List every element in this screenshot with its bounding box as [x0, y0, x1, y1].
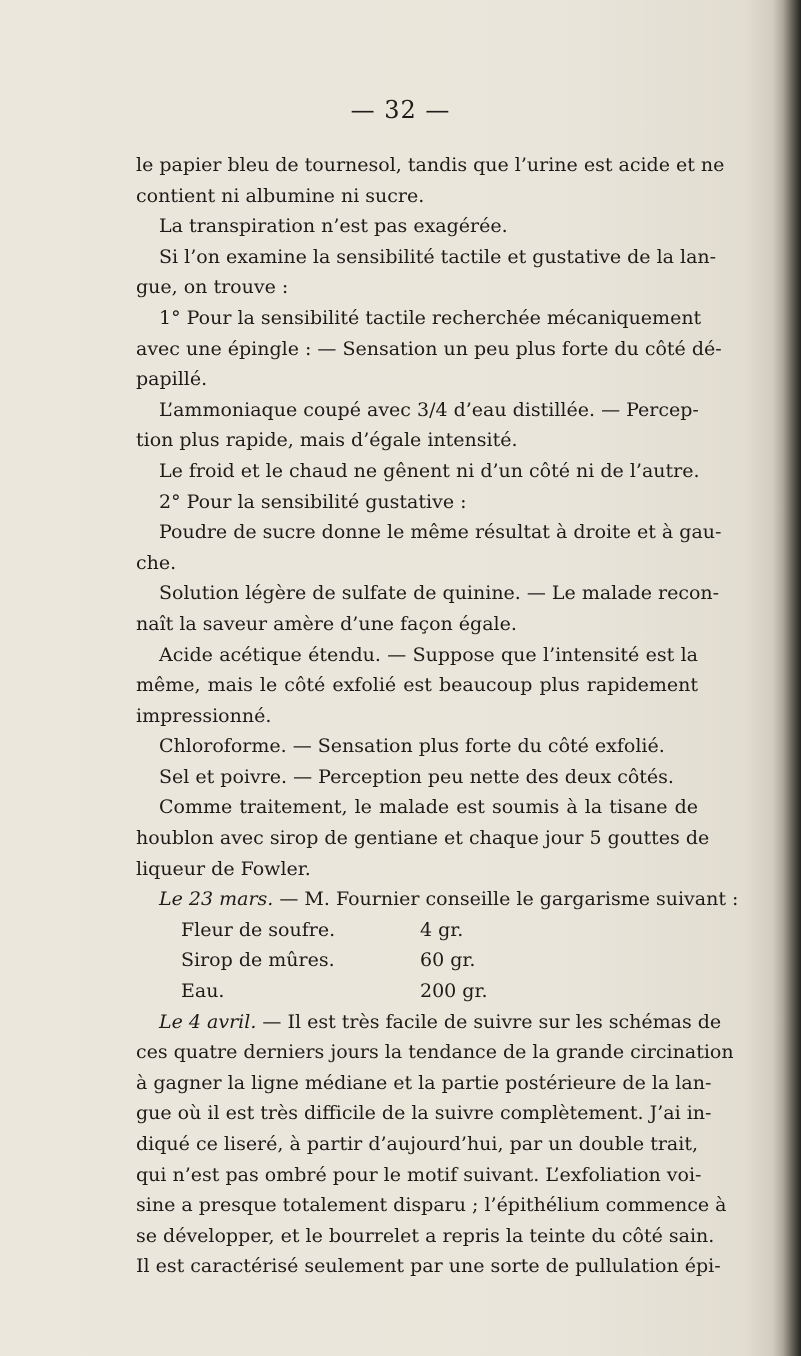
text-line: diqué ce liseré, à partir d’aujourd’hui, par un double trait,: [136, 1133, 698, 1155]
text-line: papillé.: [136, 368, 208, 391]
april-entry-text: — Il est très facile de suivre sur les schémas de: [256, 1010, 722, 1033]
text-line: Sel et poivre. — Perception peu nette des deux côtés.: [159, 765, 674, 788]
text-line: Il est caractérisé seulement par une sorte de pullulation épi-: [136, 1255, 721, 1278]
text-line: gue où il est très difficile de la suivre complètement. J’ai in-: [136, 1102, 712, 1125]
text-line: 2° Pour la sensibilité gustative :: [159, 490, 467, 513]
text-line: le papier bleu de tournesol, tandis que l’urine est acide et ne: [136, 154, 725, 176]
paragraphs-before: [136, 150, 725, 884]
text-line: sine a presque totalement disparu ; l’épithélium commence à: [136, 1194, 727, 1217]
recipe-ingredient: Fleur de soufre.: [181, 918, 336, 941]
text-line: contient ni albumine ni sucre.: [136, 184, 425, 207]
text-line: Chloroforme. — Sensation plus forte du côté exfolié.: [159, 735, 665, 758]
text-line: Solution légère de sulfate de quinine. — Le malade recon-: [159, 582, 720, 605]
text-line: à gagner la ligne médiane et la partie postérieure de la lan-: [136, 1071, 712, 1094]
text-line: Poudre de sucre donne le même résultat à droite et à gau-: [159, 521, 722, 544]
recipe-quantity: 200 gr.: [420, 980, 488, 1003]
recipe-ingredient: Sirop de mûres.: [181, 949, 335, 972]
text-line: houblon avec sirop de gentiane et chaque jour 5 gouttes de: [136, 827, 710, 850]
text-line: Comme traitement, le malade est soumis à la tisane de: [159, 796, 698, 819]
page-number: — 32 —: [350, 96, 451, 124]
text-line: ces quatre derniers jours la tendance de la grande circination: [136, 1041, 734, 1064]
text-line: L’ammoniaque coupé avec 3/4 d’eau distillée. — Percep-: [159, 398, 699, 421]
body-text: [136, 150, 739, 1282]
april-entry-line: [136, 1007, 722, 1038]
text-line: avec une épingle : — Sensation un peu plus forte du côté dé-: [136, 337, 722, 360]
recipe-item: [136, 915, 698, 946]
text-line: 1° Pour la sensibilité tactile recherchée mécaniquement: [159, 306, 702, 329]
book-binding-shadow: [773, 0, 801, 1356]
recipe-list: [136, 915, 698, 1007]
text-line: gue, on trouve :: [136, 276, 289, 299]
text-line: che.: [136, 551, 177, 574]
text-line: tion plus rapide, mais d’égale intensité.: [136, 429, 518, 452]
recipe-item: [136, 945, 698, 976]
march-entry-date: Le 23 mars.: [159, 888, 274, 911]
march-entry-text: — M. Fournier conseille le gargarisme suivant :: [273, 888, 739, 911]
paragraphs-after: [136, 1037, 734, 1282]
text-line: impressionné.: [136, 704, 272, 727]
text-line: se développer, et le bourrelet a repris la teinte du côté sain.: [136, 1224, 715, 1247]
recipe-ingredient: Eau.: [181, 980, 225, 1003]
recipe-quantity: 60 gr.: [420, 949, 476, 972]
text-line: La transpiration n’est pas exagérée.: [159, 215, 508, 238]
recipe-quantity: 4 gr.: [420, 918, 464, 941]
text-line: qui n’est pas ombré pour le motif suivant. L’exfoliation voi-: [136, 1163, 702, 1186]
recipe-item: [136, 976, 698, 1007]
text-line: Acide acétique étendu. — Suppose que l’intensité est la: [159, 643, 698, 666]
march-entry-line: [136, 884, 739, 915]
text-line: même, mais le côté exfolié est beaucoup plus rapidement: [136, 674, 698, 697]
text-line: liqueur de Fowler.: [136, 857, 311, 880]
april-entry-date: Le 4 avril.: [159, 1010, 257, 1033]
text-line: Le froid et le chaud ne gênent ni d’un côté ni de l’autre.: [159, 459, 700, 482]
text-line: Si l’on examine la sensibilité tactile et gustative de la lan-: [159, 245, 717, 268]
text-line: naît la saveur amère d’une façon égale.: [136, 612, 517, 635]
